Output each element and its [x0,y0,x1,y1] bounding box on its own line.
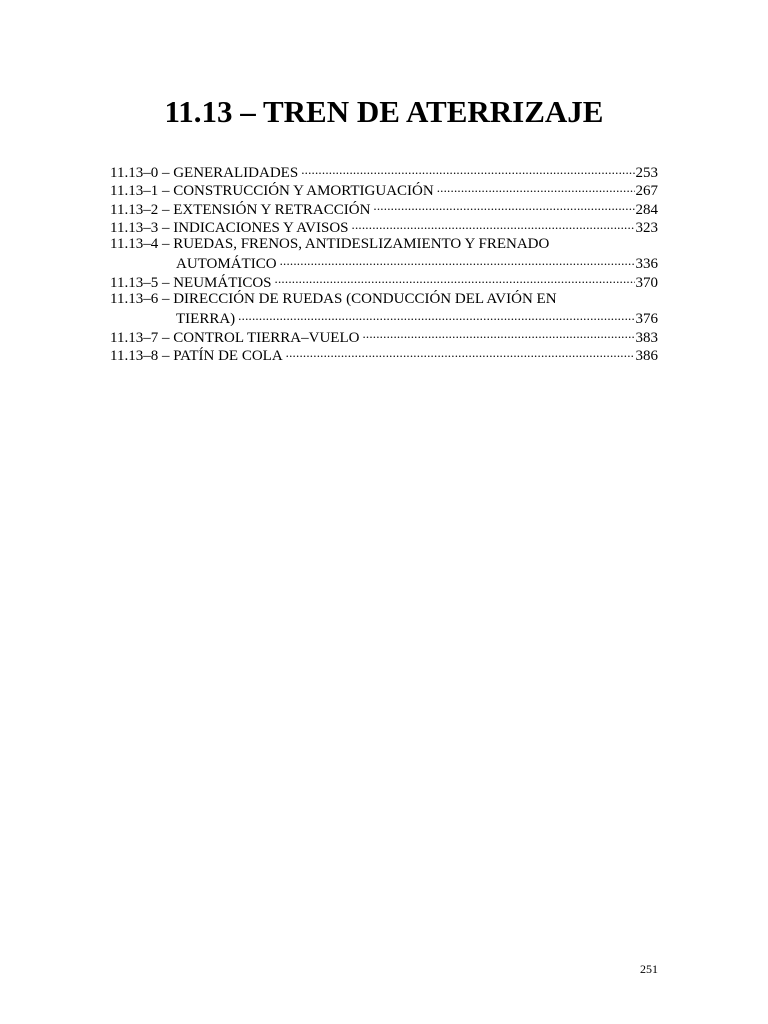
toc-entry-label: 11.13–4 – RUEDAS, FRENOS, ANTIDESLIZAMIENTO Y FRENADO [110,236,550,253]
table-of-contents [110,162,658,363]
toc-entry-11-13-4[interactable] [110,235,658,272]
toc-entry-page: 284 [635,201,658,218]
toc-entry-page: 376 [635,311,658,328]
toc-entry-11-13-2[interactable] [110,199,658,217]
dot-leader [362,327,634,342]
toc-entry-page: 336 [635,256,658,273]
dot-leader [280,253,635,268]
toc-entry-label: 11.13–8 – PATÍN DE COLA [110,347,283,364]
toc-entry-label: 11.13–7 – CONTROL TIERRA–VUELO [110,329,360,346]
toc-entry-11-13-1[interactable] [110,180,658,198]
toc-entry-11-13-5[interactable] [110,272,658,290]
toc-entry-11-13-8[interactable] [110,345,658,363]
toc-entry-11-13-0[interactable] [110,162,658,180]
toc-entry-label: 11.13–1 – CONSTRUCCIÓN Y AMORTIGUACIÓN [110,183,434,200]
toc-entry-label: 11.13–6 – DIRECCIÓN DE RUEDAS (CONDUCCIÓN DEL AVIÓN EN [110,291,557,308]
dot-leader [275,272,635,287]
toc-entry-11-13-6[interactable] [110,290,658,327]
toc-entry-page: 383 [635,329,658,346]
toc-entry-continuation-line [110,308,658,326]
toc-entry-continuation: AUTOMÁTICO [176,256,277,273]
toc-entry-continuation-line [110,253,658,271]
toc-entry-label: 11.13–0 – GENERALIDADES [110,165,299,181]
page-title: 11.13 – TREN DE ATERRIZAJE [164,94,604,129]
toc-entry-11-13-7[interactable] [110,327,658,345]
dot-leader [437,180,635,195]
dot-leader [286,345,635,360]
toc-entry-label: 11.13–5 – NEUMÁTICOS [110,274,272,291]
dot-leader [352,217,635,232]
toc-entry-first-line [110,290,658,308]
toc-entry-page: 253 [635,165,658,181]
toc-entry-continuation: TIERRA) [176,311,236,328]
dot-leader [373,199,634,214]
toc-entry-page: 323 [635,219,658,236]
toc-entry-page: 267 [635,183,658,200]
toc-entry-page: 370 [635,274,658,291]
dot-leader [301,162,634,177]
toc-entry-first-line [110,235,658,253]
page-number: 251 [640,962,658,976]
toc-entry-11-13-3[interactable] [110,217,658,235]
toc-entry-page: 386 [635,347,658,364]
dot-leader [238,308,634,323]
toc-entry-label: 11.13–2 – EXTENSIÓN Y RETRACCIÓN [110,201,371,218]
toc-entry-label: 11.13–3 – INDICACIONES Y AVISOS [110,219,349,236]
